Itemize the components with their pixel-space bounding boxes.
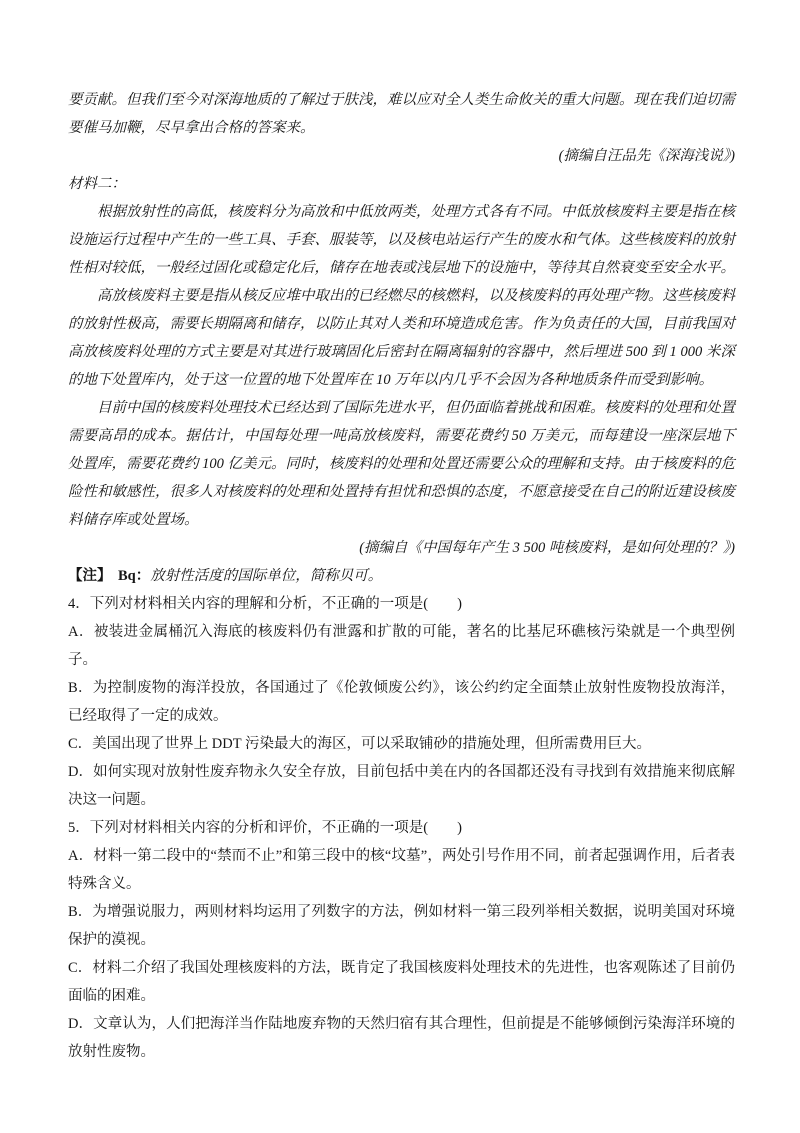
- option-label-b: B．: [68, 904, 93, 920]
- option-text-a: 材料一第二段中的“禁而不止”和第三段中的核“坟墓”，两处引号作用不同，前者起强调作用，后者表特殊含义。: [68, 848, 735, 892]
- question-5-stem: [68, 814, 735, 842]
- option-label-c: C．: [68, 960, 93, 976]
- option-text-b: 为控制废物的海洋投放，各国通过了《伦敦倾废公约》，该公约约定全面禁止放射性废物投放海洋，已经取得了一定的成效。: [68, 680, 736, 724]
- attribution-material2: (摘编自《中国每年产生 3 500 吨核废料，是如何处理的？》): [359, 540, 735, 556]
- document-page: [68, 86, 735, 1066]
- attribution-material1: (摘编自汪品先《深海浅说》): [558, 148, 735, 164]
- note-line: [68, 562, 735, 590]
- question-4-stem-text: 下列对材料相关内容的理解和分析，不正确的一项是( ): [89, 596, 462, 612]
- option-text-c: 美国出现了世界上 DDT 污染最大的海区，可以采取铺砂的措施处理，但所需费用巨大。: [92, 736, 651, 752]
- material2-heading: 材料二：: [68, 176, 126, 192]
- option-label-b: B．: [68, 680, 93, 696]
- continuation-paragraph: 要贡献。但我们至今对深海地质的了解过于肤浅，难以应对全人类生命攸关的重大问题。现在我们迫切需要催马加鞭，尽早拿出合格的答案来。: [68, 92, 735, 136]
- question-5-option-d: [68, 1010, 735, 1066]
- question-5-stem-text: 下列对材料相关内容的分析和评价，不正确的一项是( ): [89, 820, 462, 836]
- option-text-b: 为增强说服力，两则材料均运用了列数字的方法，例如材料一第三段列举相关数据，说明美国对环境保护的漠视。: [68, 904, 736, 948]
- option-text-d: 如何实现对放射性废弃物永久安全存放，目前包括中美在内的各国都还没有寻找到有效措施来彻底解决这一问题。: [68, 764, 735, 808]
- option-label-d: D．: [68, 1016, 94, 1032]
- question-5-number: 5．: [68, 820, 90, 836]
- question-4-stem: [68, 590, 735, 618]
- option-text-a: 被装进金属桶沉入海底的核废料仍有泄露和扩散的可能，著名的比基尼环礁核污染就是一个典型例子。: [68, 624, 735, 668]
- option-text-d: 文章认为，人们把海洋当作陆地废弃物的天然归宿有其合理性，但前提是不能够倾倒污染海洋环境的放射性废物。: [68, 1016, 735, 1060]
- question-5-option-c: [68, 954, 735, 1010]
- material2-paragraph-2: 高放核废料主要是指从核反应堆中取出的已经燃尽的核燃料，以及核废料的再处理产物。这些核废料的放射性极高，需要长期隔离和储存，以防止其对人类和环境造成危害。作为负责任的大国，目前我国对高放核废料处理的方式主要是对其进行玻璃固化后密封在隔离辐射的容器中，然后埋进 500 到 1 000 米深的地下处置库内，处于这一位置的地下处置库在 10 万年以内几乎不会因为各种地质条件而受到影响。: [68, 288, 735, 388]
- option-text-c: 材料二介绍了我国处理核废料的方法，既肯定了我国核废料处理技术的先进性，也客观陈述了目前仍面临的困难。: [68, 960, 736, 1004]
- question-4-option-d: [68, 758, 735, 814]
- question-4-option-c: [68, 730, 735, 758]
- note-term: Bq：: [118, 568, 151, 584]
- note-text: 放射性活度的国际单位，简称贝可。: [150, 568, 383, 584]
- question-5-option-a: [68, 842, 735, 898]
- option-label-d: D．: [68, 764, 94, 780]
- option-label-a: A．: [68, 624, 94, 640]
- note-label: 【注】: [68, 568, 112, 584]
- option-label-c: C．: [68, 736, 93, 752]
- question-5-option-b: [68, 898, 735, 954]
- option-label-a: A．: [68, 848, 94, 864]
- question-4-option-a: [68, 618, 735, 674]
- question-4-option-b: [68, 674, 735, 730]
- question-4-number: 4．: [68, 596, 90, 612]
- material2-paragraph-1: 根据放射性的高低，核废料分为高放和中低放两类，处理方式各有不同。中低放核废料主要是指在核设施运行过程中产生的一些工具、手套、服装等，以及核电站运行产生的废水和气体。这些核废料的放射性相对较低，一般经过固化或稳定化后，储存在地表或浅层地下的设施中，等待其自然衰变至安全水平。: [68, 204, 735, 276]
- material2-paragraph-3: 目前中国的核废料处理技术已经达到了国际先进水平，但仍面临着挑战和困难。核废料的处理和处置需要高昂的成本。据估计，中国每处理一吨高放核废料，需要花费约 50 万美元，而每建设一座深层地下处置库，需要花费约 100 亿美元。同时，核废料的处理和处置还需要公众的理解和支持。由于核废料的危险性和敏感性，很多人对核废料的处理和处置持有担忧和恐惧的态度，不愿意接受在自己的附近建设核废料储存库或处置场。: [68, 400, 735, 528]
